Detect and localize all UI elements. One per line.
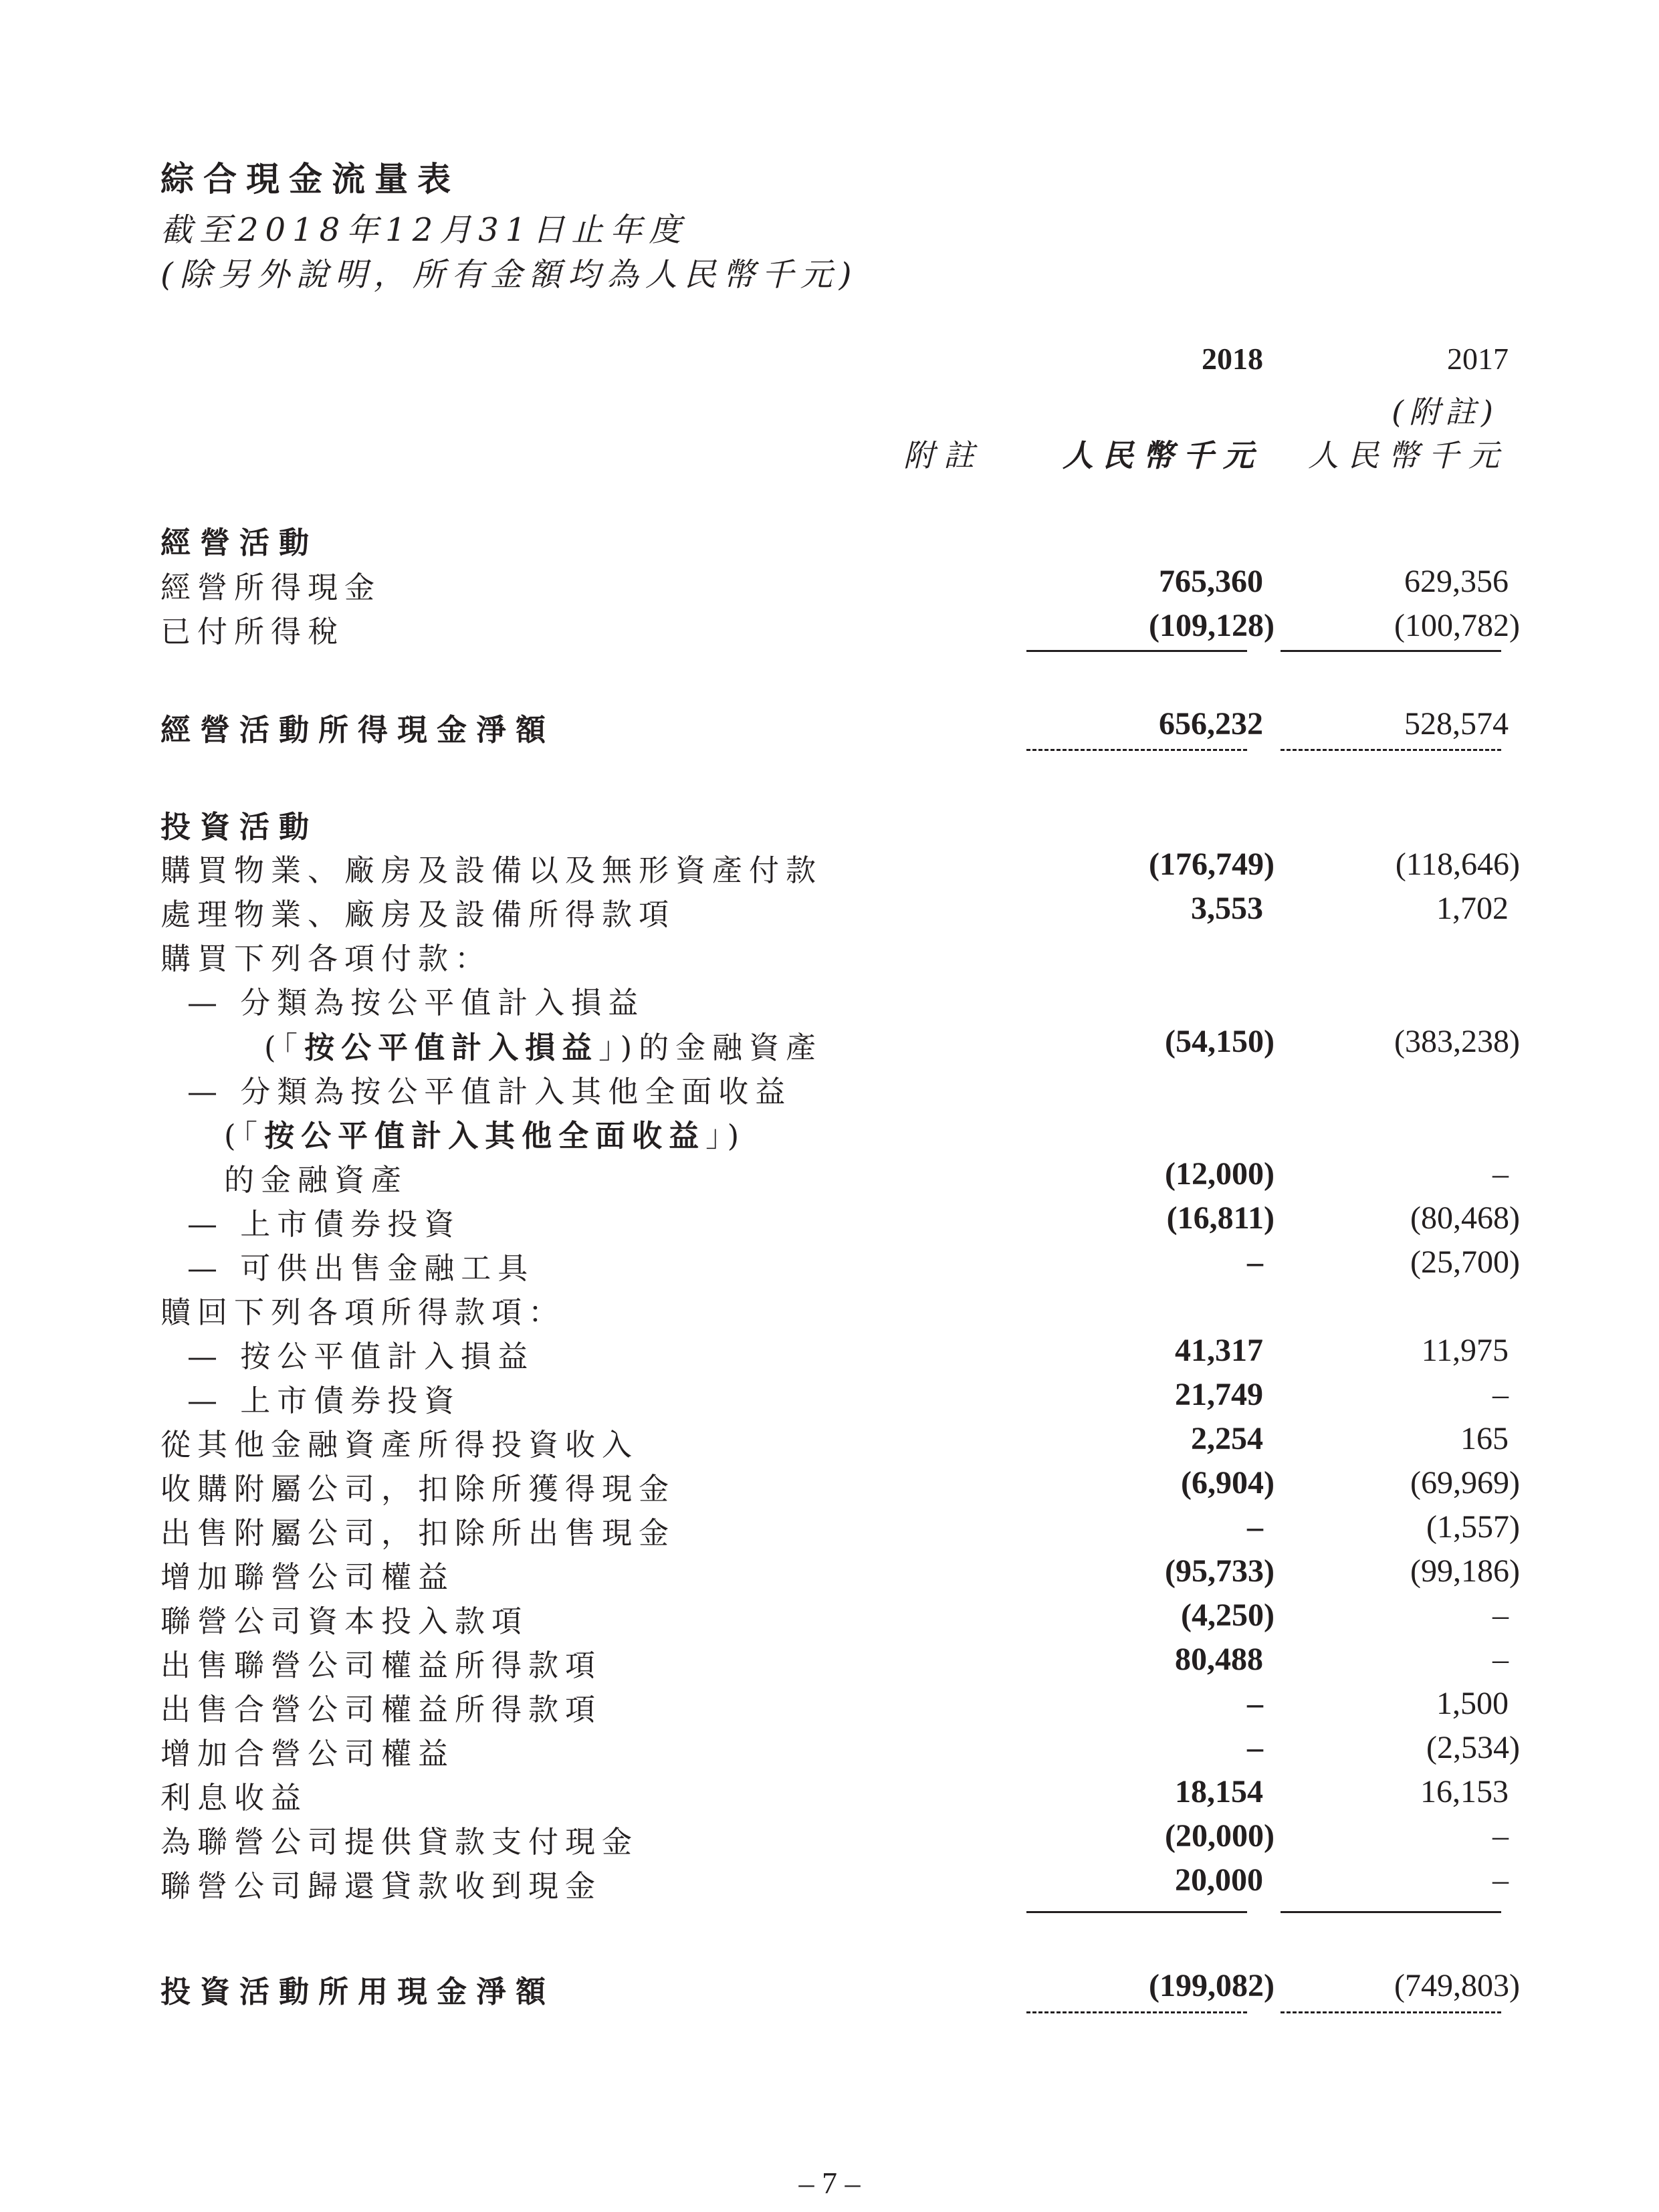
table-row — [0, 607, 1659, 651]
value-2017: – — [1492, 1862, 1509, 1898]
row-label: 聯營公司資本投入款項 — [160, 1603, 529, 1639]
row-label: 已付所得稅 — [160, 614, 345, 649]
row-label: 為聯營公司提供貸款支付現金 — [160, 1824, 639, 1860]
table-row — [0, 1420, 1659, 1464]
table-row — [0, 1553, 1659, 1597]
row-label: 收購附屬公司，扣除所獲得現金 — [160, 1471, 676, 1507]
label-defined-term: 按公平值計入其他全面收益 — [264, 1118, 706, 1153]
column-unit-2018: 人民幣千元 — [1063, 437, 1263, 473]
row-label: 經營活動所得現金淨額 — [160, 712, 556, 748]
value-2018: 41,317 — [1175, 1333, 1263, 1368]
table-row — [0, 1729, 1659, 1773]
value-2018: (4,250) — [1181, 1597, 1275, 1633]
table-row — [0, 563, 1659, 607]
value-2018: 765,360 — [1159, 564, 1263, 599]
page-number: – 7 – — [798, 2166, 861, 2200]
value-2017: – — [1492, 1597, 1509, 1633]
subtotal-rule-2017 — [1281, 1911, 1501, 1913]
table-row — [0, 1155, 1659, 1200]
row-label — [224, 1111, 746, 1155]
table-row — [0, 1817, 1659, 1862]
table-row — [0, 846, 1659, 890]
table-row — [0, 1862, 1659, 1906]
row-label — [264, 1023, 822, 1067]
value-2017: (25,700) — [1410, 1244, 1520, 1280]
statement-title: 綜合現金流量表 — [160, 159, 460, 199]
subtotal-rule-2018 — [1026, 1911, 1247, 1913]
value-2017: – — [1492, 1156, 1509, 1192]
value-2018: (16,811) — [1166, 1200, 1275, 1236]
value-2017: 629,356 — [1404, 564, 1509, 599]
row-label: 增加聯營公司權益 — [160, 1559, 455, 1595]
value-2018: – — [1247, 1509, 1263, 1545]
value-2018: – — [1247, 1730, 1263, 1765]
total-rule-2017 — [1281, 2011, 1501, 2013]
value-2018: (176,749) — [1149, 847, 1275, 882]
value-2017: (99,186) — [1410, 1553, 1520, 1589]
value-2017: 1,500 — [1436, 1686, 1509, 1721]
column-note-label: 附註 — [903, 437, 984, 473]
row-label: 從其他金融資產所得投資收入 — [160, 1427, 639, 1462]
total-rule-2018 — [1026, 749, 1247, 751]
table-row — [0, 1067, 1659, 1111]
column-year-2017: 2017 — [1447, 342, 1509, 376]
table-row — [0, 978, 1659, 1022]
value-2018: 20,000 — [1175, 1862, 1263, 1898]
label-suffix: 」) — [705, 1118, 746, 1153]
value-2017: (383,238) — [1394, 1024, 1520, 1059]
value-2017: 528,574 — [1404, 706, 1509, 742]
table-row — [0, 1641, 1659, 1685]
value-2017: 11,975 — [1421, 1333, 1509, 1368]
row-label: 經營所得現金 — [160, 570, 382, 605]
table-row-net-investing — [0, 1967, 1659, 2011]
currency-note: (除另外說明，所有金額均為人民幣千元) — [160, 256, 859, 294]
total-rule-2017 — [1281, 749, 1501, 751]
table-row — [0, 1597, 1659, 1641]
section-heading-operating — [0, 518, 1659, 562]
value-2017: 165 — [1460, 1421, 1509, 1456]
row-label: — 可供出售金融工具 — [187, 1250, 535, 1286]
column-unit-2017: 人民幣千元 — [1308, 437, 1509, 473]
label-defined-term: 按公平值計入損益 — [304, 1030, 599, 1065]
value-2017: 1,702 — [1436, 891, 1509, 926]
value-2018: 21,749 — [1175, 1377, 1263, 1412]
label-suffix: 」)的金融資產 — [598, 1030, 823, 1065]
table-row — [0, 890, 1659, 934]
row-label: — 按公平值計入損益 — [187, 1339, 535, 1374]
table-row — [0, 1288, 1659, 1332]
row-label: 出售聯營公司權益所得款項 — [160, 1648, 602, 1683]
table-row — [0, 1464, 1659, 1509]
table-row — [0, 1111, 1659, 1155]
value-2018: (95,733) — [1165, 1553, 1275, 1589]
row-label: 投資活動所用現金淨額 — [160, 1974, 556, 2009]
row-label: 購買物業、廠房及設備以及無形資產付款 — [160, 853, 823, 888]
row-label: 處理物業、廠房及設備所得款項 — [160, 897, 676, 932]
row-label: 利息收益 — [160, 1780, 308, 1815]
table-row — [0, 1023, 1659, 1067]
value-2017: 16,153 — [1420, 1774, 1509, 1809]
table-row — [0, 1376, 1659, 1420]
row-label: 贖回下列各項所得款項： — [160, 1295, 566, 1330]
section-heading-investing — [0, 802, 1659, 847]
value-2018: 80,488 — [1175, 1642, 1263, 1677]
value-2017: (749,803) — [1394, 1968, 1520, 2003]
table-row — [0, 1685, 1659, 1729]
table-row — [0, 1200, 1659, 1244]
label-prefix: (「 — [224, 1118, 265, 1153]
value-2018: 656,232 — [1159, 706, 1263, 742]
row-label: 投資活動 — [160, 809, 319, 845]
value-2018: (54,150) — [1165, 1024, 1275, 1059]
column-year-2018: 2018 — [1202, 342, 1263, 376]
value-2018: (199,082) — [1149, 1968, 1275, 2003]
row-label: 聯營公司歸還貸款收到現金 — [160, 1868, 602, 1904]
value-2018: 2,254 — [1191, 1421, 1263, 1456]
statement-period: 截至2018年12月31日止年度 — [160, 211, 688, 249]
value-2018: 3,553 — [1191, 891, 1263, 926]
value-2017: (118,646) — [1395, 847, 1520, 882]
table-row — [0, 1244, 1659, 1288]
label-prefix: (「 — [264, 1030, 305, 1065]
table-row — [0, 1509, 1659, 1553]
value-2018: (6,904) — [1181, 1465, 1275, 1501]
value-2017: (69,969) — [1410, 1465, 1520, 1501]
row-label: — 分類為按公平值計入損益 — [187, 985, 645, 1020]
row-label: 出售附屬公司，扣除所出售現金 — [160, 1515, 676, 1551]
row-label: 經營活動 — [160, 525, 319, 560]
value-2018: – — [1247, 1686, 1263, 1721]
row-label: 出售合營公司權益所得款項 — [160, 1692, 602, 1727]
row-label: 購買下列各項付款： — [160, 941, 492, 976]
value-2017: (1,557) — [1426, 1509, 1520, 1545]
row-label: — 分類為按公平值計入其他全面收益 — [187, 1074, 792, 1109]
value-2017: (100,782) — [1394, 608, 1520, 643]
column-2017-note: (附註) — [1392, 394, 1499, 430]
value-2018: (20,000) — [1165, 1818, 1275, 1854]
table-row — [0, 1773, 1659, 1817]
table-row — [0, 1332, 1659, 1376]
table-row — [0, 934, 1659, 978]
row-label: 增加合營公司權益 — [160, 1736, 455, 1771]
value-2018: (12,000) — [1165, 1156, 1275, 1192]
value-2017: – — [1492, 1377, 1509, 1412]
value-2017: (80,468) — [1410, 1200, 1520, 1236]
subtotal-rule-2017 — [1281, 650, 1501, 652]
value-2017: – — [1492, 1642, 1509, 1677]
value-2018: 18,154 — [1175, 1774, 1263, 1809]
row-label: — 上市債券投資 — [187, 1206, 461, 1242]
value-2017: (2,534) — [1426, 1730, 1520, 1765]
table-row-net-operating — [0, 705, 1659, 750]
value-2018: (109,128) — [1149, 608, 1275, 643]
row-label: — 上市債券投資 — [187, 1383, 461, 1418]
value-2018: – — [1247, 1244, 1263, 1280]
subtotal-rule-2018 — [1026, 650, 1247, 652]
value-2017: – — [1492, 1818, 1509, 1854]
row-label: 的金融資產 — [224, 1162, 409, 1198]
total-rule-2018 — [1026, 2011, 1247, 2013]
